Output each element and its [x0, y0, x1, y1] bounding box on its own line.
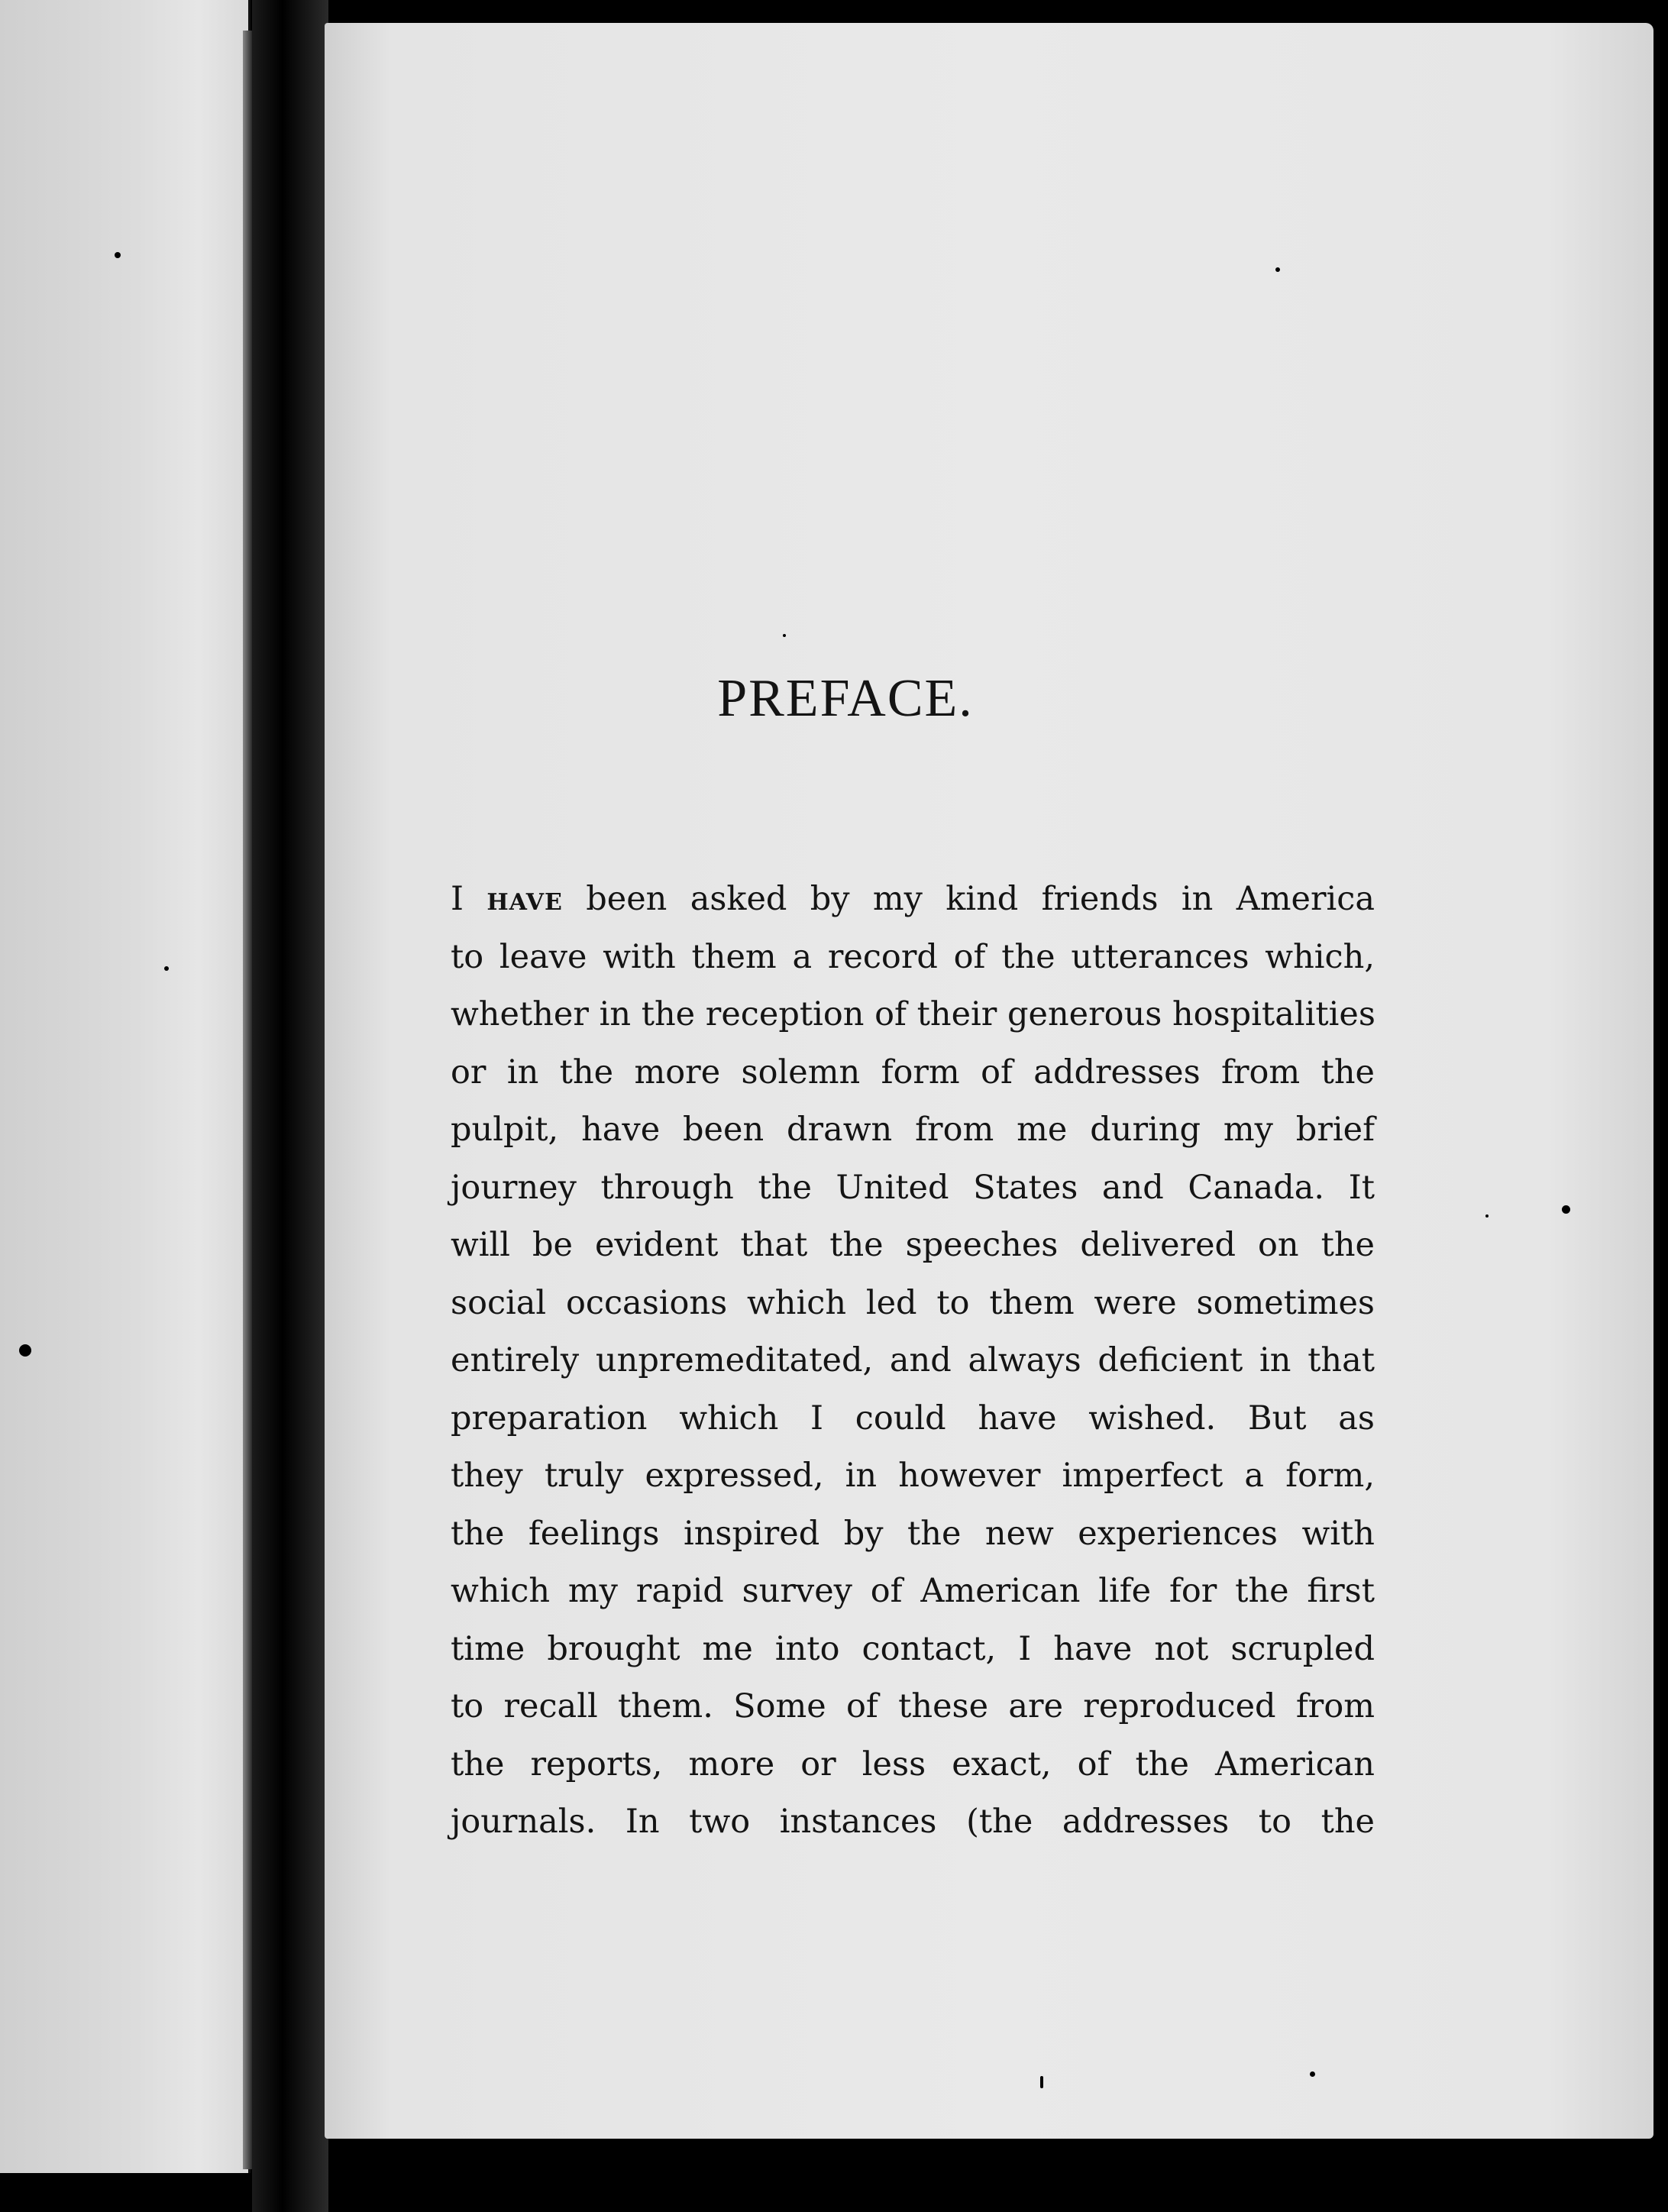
left-page-edge — [0, 0, 251, 2173]
dust-speck — [1040, 2076, 1043, 2088]
dust-speck — [1310, 2071, 1315, 2077]
preface-body — [451, 871, 1375, 1851]
text-line: preparation which I could have wished. But as — [451, 1399, 1375, 1437]
text-line — [451, 871, 1375, 929]
opening-word: I — [451, 880, 464, 918]
dust-speck — [1562, 1205, 1570, 1214]
text-line: whether in the reception of their generous hospitalities — [451, 995, 1375, 1033]
text-line: the feelings inspired by the new experiences with — [451, 1514, 1375, 1553]
dust-speck — [19, 1344, 31, 1357]
text-line: the reports, more or less exact, of the American — [451, 1745, 1375, 1784]
page-title: PREFACE. — [717, 669, 974, 728]
text-line: entirely unpremeditated, and always deficient in that — [451, 1341, 1375, 1379]
dust-speck — [1275, 267, 1280, 272]
text-line: will be evident that the speeches delivered on the — [451, 1226, 1375, 1264]
text-line: which my rapid survey of American life for the first — [451, 1572, 1375, 1610]
text-line: journals. In two instances (the addresses to the — [451, 1803, 1375, 1841]
dust-speck — [1485, 1214, 1489, 1218]
left-page-shadow — [243, 31, 252, 2169]
dust-speck — [783, 634, 786, 637]
dust-speck — [115, 252, 121, 258]
text-line: to recall them. Some of these are reproduced from — [451, 1687, 1375, 1725]
text-line: journey through the United States and Canada. It — [451, 1168, 1375, 1207]
book-gutter — [252, 0, 328, 2212]
text-line: to leave with them a record of the utterances which, — [451, 937, 1375, 976]
text-line: time brought me into contact, I have not scrupled — [451, 1629, 1375, 1668]
opening-smallcaps: have — [486, 880, 563, 918]
text-line: or in the more solemn form of addresses from the — [451, 1053, 1375, 1091]
text-line: social occasions which led to them were sometimes — [451, 1283, 1375, 1322]
text-line: they truly expressed, in however imperfect a form, — [451, 1457, 1375, 1495]
text-line: pulpit, have been drawn from me during my brief — [451, 1111, 1375, 1149]
dust-speck — [164, 966, 169, 971]
text-line-content: been asked by my kind friends in America — [562, 880, 1375, 918]
